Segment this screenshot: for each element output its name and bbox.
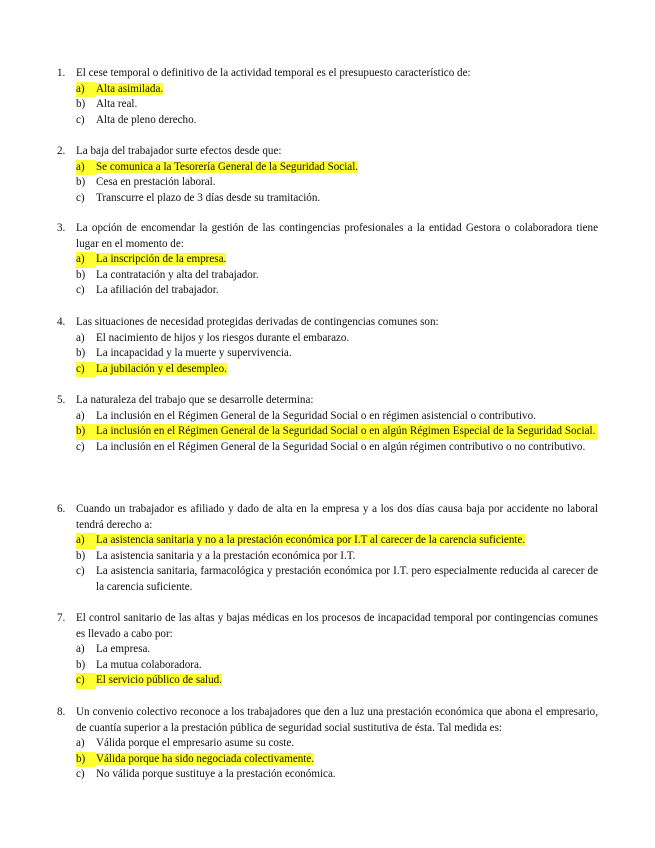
- option-b: [76, 268, 598, 284]
- option-c: [76, 564, 598, 595]
- option-text: La contratación y alta del trabajador.: [96, 268, 259, 281]
- option-text: La empresa.: [96, 643, 151, 656]
- question-number: 6.: [57, 503, 66, 515]
- option-letter: a): [76, 737, 85, 750]
- question-text: Las situaciones de necesidad protegidas derivadas de contingencias comunes son:: [76, 316, 439, 328]
- option-a: [76, 82, 598, 98]
- option-letter: b): [76, 658, 86, 671]
- option-text: Alta de pleno derecho.: [96, 113, 197, 126]
- option-a: [76, 252, 598, 268]
- option-letter: c): [76, 362, 96, 378]
- option-a: [76, 736, 598, 752]
- option-letter: c): [76, 440, 85, 453]
- question-text: La baja del trabajador surte efectos desde que:: [76, 145, 282, 157]
- option-c: [76, 283, 598, 299]
- option-letter: a): [76, 643, 85, 656]
- option-text: La inclusión en el Régimen General de la Seguridad Social o en algún Régimen Especial de la Seguridad Social.: [96, 425, 596, 438]
- question-number: 1.: [57, 67, 66, 79]
- question-5: [57, 393, 598, 455]
- option-c: [76, 673, 598, 689]
- option-letter: c): [76, 673, 96, 689]
- question-text: Cuando un trabajador es afiliado y dado de alta en la empresa y a los dos días causa baja por accidente no laboral tendrá derecho a:: [76, 503, 598, 531]
- option-text: La afiliación del trabajador.: [96, 284, 219, 297]
- option-letter: a): [76, 160, 96, 176]
- question-2: [57, 144, 598, 206]
- option-text: La asistencia sanitaria, farmacológica y prestación económica por I.T. pero especialmente reducida al carecer de la carencia suficiente.: [96, 565, 598, 593]
- option-b: [76, 658, 598, 674]
- question-7: [57, 611, 598, 689]
- question-4: [57, 315, 598, 377]
- option-a: [76, 160, 598, 176]
- question-3: [57, 221, 598, 299]
- option-text: No válida porque sustituye a la prestación económica.: [96, 768, 336, 781]
- option-c: [76, 113, 598, 129]
- question-text: La naturaleza del trabajo que se desarrolle determina:: [76, 394, 314, 406]
- option-text: Se comunica a la Tesorería General de la Seguridad Social.: [96, 160, 359, 173]
- option-a: [76, 331, 598, 347]
- option-letter: c): [76, 768, 85, 781]
- option-text: La incapacidad y la muerte y supervivencia.: [96, 347, 292, 360]
- option-letter: a): [76, 409, 85, 422]
- option-letter: a): [76, 533, 96, 549]
- option-b: [76, 752, 598, 768]
- question-text: La opción de encomendar la gestión de las contingencias profesionales a la entidad Gestora o colaboradora tiene lugar en el momento de:: [76, 222, 598, 250]
- option-b: [76, 549, 598, 565]
- option-a: [76, 409, 598, 425]
- option-text: El servicio público de salud.: [96, 674, 223, 687]
- option-text: Alta real.: [96, 98, 138, 111]
- option-a: [76, 533, 598, 549]
- option-text: La jubilación y el desempleo.: [96, 362, 227, 375]
- option-letter: a): [76, 331, 85, 344]
- option-text: La mutua colaboradora.: [96, 658, 202, 671]
- option-letter: c): [76, 565, 85, 578]
- option-b: [76, 175, 598, 191]
- option-c: [76, 767, 598, 783]
- option-c: [76, 440, 598, 456]
- option-c: [76, 362, 598, 378]
- option-b: [76, 346, 598, 362]
- option-letter: b): [76, 752, 96, 768]
- question-number: 7.: [57, 612, 66, 624]
- option-letter: b): [76, 424, 96, 440]
- question-number: 4.: [57, 316, 66, 328]
- option-letter: b): [76, 176, 86, 189]
- option-letter: c): [76, 191, 85, 204]
- question-text: El cese temporal o definitivo de la actividad temporal es el presupuesto característico de:: [76, 67, 471, 79]
- option-letter: b): [76, 98, 86, 111]
- option-text: Válida porque ha sido negociada colectivamente.: [96, 752, 315, 765]
- question-6: [57, 502, 598, 596]
- option-c: [76, 191, 598, 207]
- option-text: La inclusión en el Régimen General de la Seguridad Social o en algún régimen contributivo o no contributivo.: [96, 440, 586, 453]
- option-b: [76, 424, 598, 440]
- option-text: La inclusión en el Régimen General de la Seguridad Social o en régimen asistencial o contributivo.: [96, 409, 536, 422]
- option-letter: c): [76, 284, 85, 297]
- option-b: [76, 97, 598, 113]
- question-text: Un convenio colectivo reconoce a los trabajadores que den a luz una prestación económica que abona el empresario, de cuantía superior a la prestación pública de seguridad social sustitutiva de ésta. Tal medida es:: [76, 706, 598, 734]
- question-number: 2.: [57, 145, 66, 157]
- question-1: [57, 66, 598, 128]
- question-number: 3.: [57, 222, 66, 234]
- option-a: [76, 642, 598, 658]
- option-text: Cesa en prestación laboral.: [96, 176, 216, 189]
- option-text: La inscripción de la empresa.: [96, 253, 227, 266]
- option-letter: a): [76, 82, 96, 98]
- question-text: El control sanitario de las altas y bajas médicas en los procesos de incapacidad temporal por contingencias comunes es llevado a cabo por:: [76, 612, 598, 640]
- option-letter: b): [76, 549, 86, 562]
- option-text: Transcurre el plazo de 3 días desde su tramitación.: [96, 191, 321, 204]
- option-letter: b): [76, 268, 86, 281]
- option-letter: c): [76, 113, 85, 126]
- option-text: Alta asimilada.: [96, 82, 164, 95]
- question-number: 8.: [57, 706, 66, 718]
- option-text: Válida porque el empresario asume su coste.: [96, 737, 295, 750]
- question-8: [57, 705, 598, 783]
- option-text: El nacimiento de hijos y los riesgos durante el embarazo.: [96, 331, 350, 344]
- option-letter: a): [76, 252, 96, 268]
- option-text: La asistencia sanitaria y no a la prestación económica por I.T al carecer de la carencia suficiente.: [96, 534, 526, 547]
- question-number: 5.: [57, 394, 66, 406]
- option-letter: b): [76, 347, 86, 360]
- option-text: La asistencia sanitaria y a la prestación económica por I.T.: [96, 549, 356, 562]
